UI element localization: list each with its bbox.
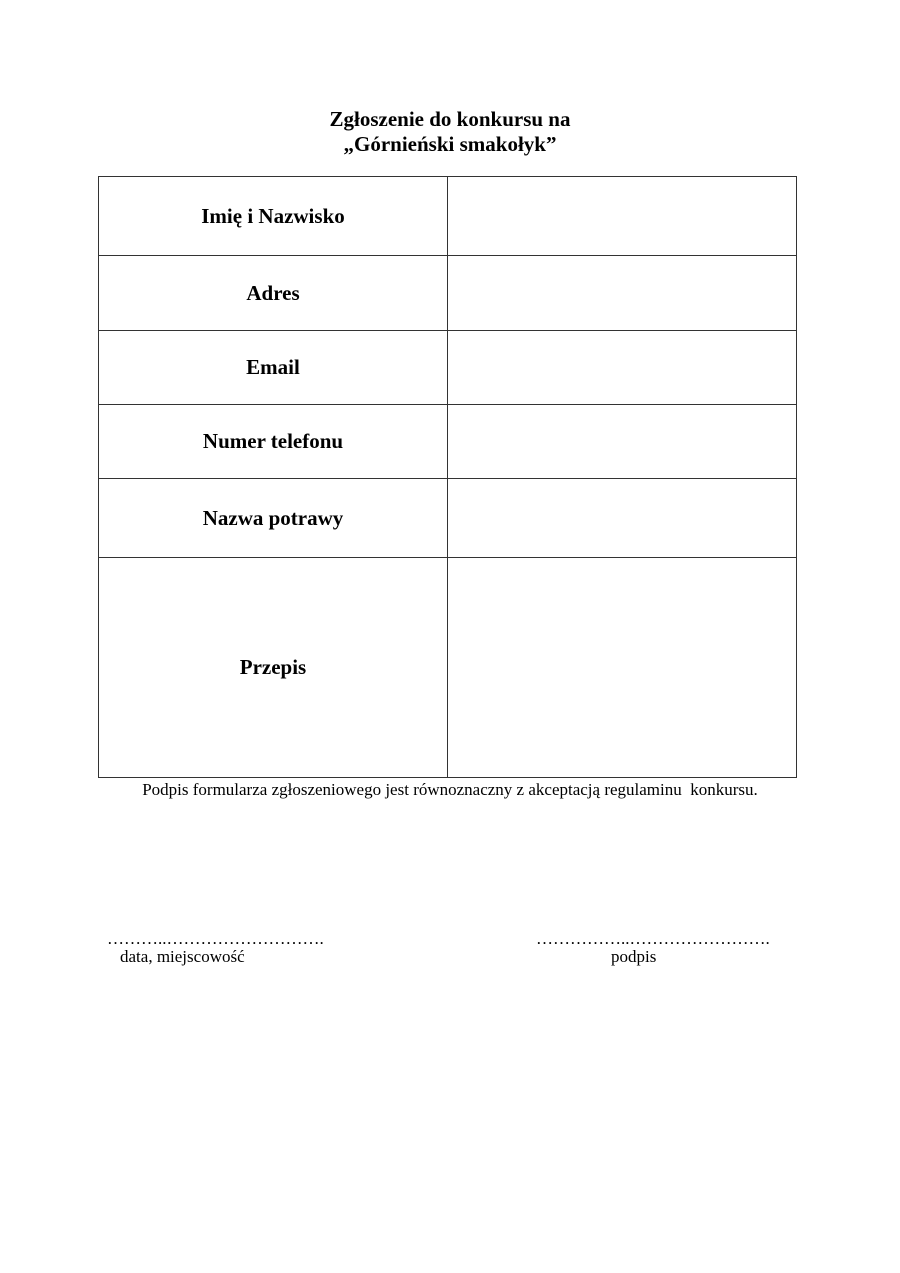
form-row-dish-name — [99, 479, 797, 558]
form-field-dish-name[interactable] — [448, 479, 797, 558]
signature-label: podpis — [611, 947, 657, 966]
form-label-dish-name: Nazwa potrawy — [99, 479, 448, 558]
signature-line: ……………..……………………. — [536, 929, 770, 948]
title-line-2: „Górnieński smakołyk” — [343, 132, 557, 156]
date-place-line: ………..………………………. — [107, 929, 324, 948]
document-title — [0, 107, 900, 157]
form-label-name: Imię i Nazwisko — [99, 177, 448, 256]
form-row-recipe — [99, 558, 797, 778]
form-row-address — [99, 256, 797, 331]
form-label-email: Email — [99, 331, 448, 405]
form-field-recipe[interactable] — [448, 558, 797, 778]
form-label-recipe: Przepis — [99, 558, 448, 778]
form-label-address: Adres — [99, 256, 448, 331]
form-row-phone — [99, 405, 797, 479]
entry-form-table — [98, 176, 797, 778]
form-label-phone: Numer telefonu — [99, 405, 448, 479]
date-place-label: data, miejscowość — [120, 947, 245, 966]
form-field-address[interactable] — [448, 256, 797, 331]
form-field-email[interactable] — [448, 331, 797, 405]
form-field-phone[interactable] — [448, 405, 797, 479]
title-line-1: Zgłoszenie do konkursu na — [329, 107, 571, 131]
form-row-email — [99, 331, 797, 405]
form-row-name — [99, 177, 797, 256]
form-field-name[interactable] — [448, 177, 797, 256]
terms-notice: Podpis formularza zgłoszeniowego jest równoznaczny z akceptacją regulaminu konkursu. — [142, 780, 758, 799]
